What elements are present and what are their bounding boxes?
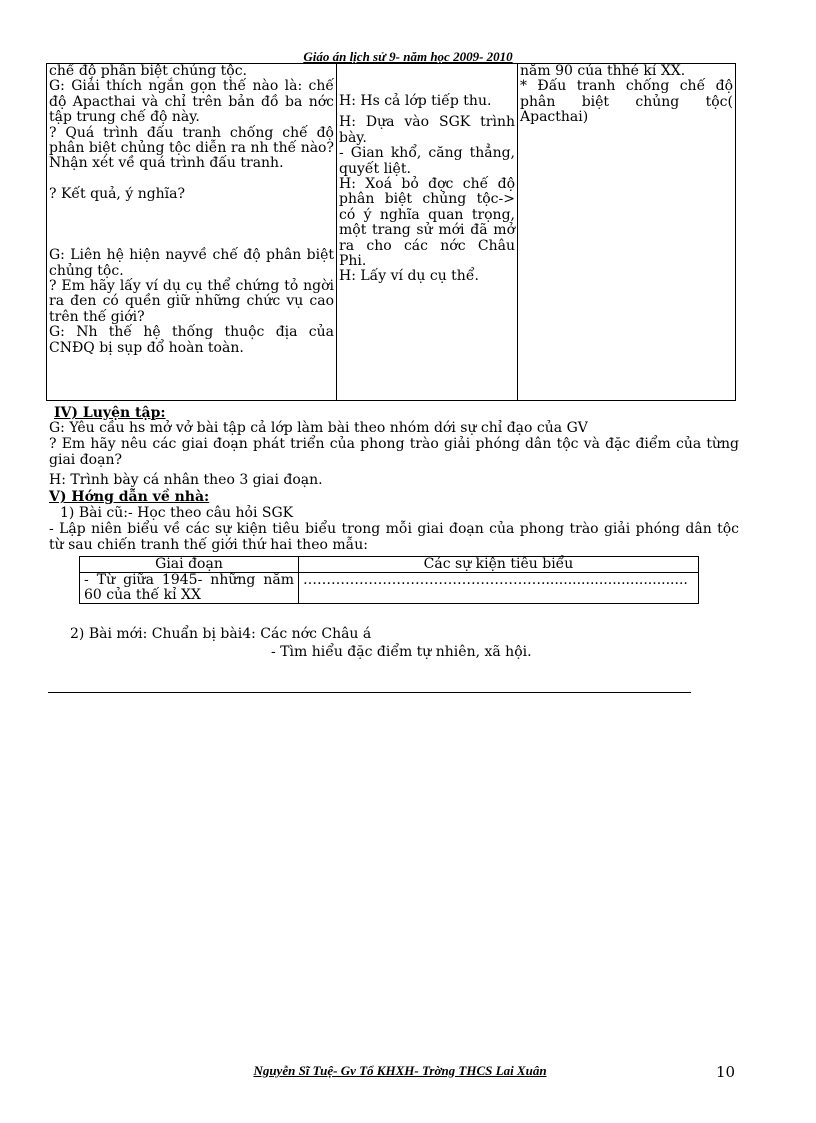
spacer [49,172,334,187]
lesson-table [46,63,736,401]
spacer [339,64,515,94]
table-header-row [80,557,699,573]
col2-line: H: Dựa vào SGK trình bày. [339,114,515,146]
header-period: Giai đoạn [80,557,299,573]
col1-line: ? Em hãy lấy ví dụ cụ thể chứng tỏ ngời ra đen có quền giữ những chức vụ cao trên thế giới? [49,278,334,325]
homework-title: V) Hớng dẫn về nhà: [49,489,210,505]
col1-line: ? Quá trình đấu tranh chống chế độ phân biệt chủng tộc diễn ra nh thế nào?Nhận xét về quá trình đấu tranh. [49,124,334,172]
table-row [80,573,699,604]
practice-line: H: Trình bày cá nhân theo 3 giai đoạn. [49,472,323,488]
homework-old-lesson: 1) Bài cũ:- Học theo câu hỏi SGK [60,505,294,521]
page-number: 10 [716,1063,736,1081]
cell-period: - Từ giữa 1945- những năm 60 của thế kỉ XX [80,573,299,604]
teacher-activity-column [47,64,337,401]
col2-line: - Gian khổ, căng thẳng, quyết liệt. [339,145,515,177]
header-events: Các sự kiện tiêu biểu [299,557,699,573]
page-header: Giáo án lịch sử 9- năm học 2009- 2010 [303,49,513,64]
table-row [47,64,736,401]
practice-line: ? Em hãy nêu các giai đoạn phát triển của phong trào giải phóng dân tộc và đặc điểm của từng giai đoạn? [49,436,739,468]
practice-title: IV) Luyện tập: [54,405,166,421]
col1-line: ? Kết quả, ý nghĩa? [49,185,186,202]
cell-events: ……………………………………………................................. [299,573,699,604]
homework-new-lesson-task: - Tìm hiểu đặc điểm tự nhiên, xã hội. [271,644,532,660]
col3-line: năm 90 của thhé kỉ XX. [520,63,686,79]
col1-line: G: Liên hệ hiện nayvề chế độ phân biệt chủng tộc. [49,247,334,279]
spacer [49,202,334,248]
content-column [518,64,736,401]
homework-new-lesson: 2) Bài mới: Chuẩn bị bài4: Các nớc Châu á [70,626,372,642]
timeline-template-table [79,556,699,604]
col2-line: H: Hs cả lớp tiếp thu. [339,93,492,109]
page-footer: Nguyễn Sĩ Tuệ- Gv Tổ KHXH- Trờng THCS Lai Xuân [253,1063,547,1078]
divider [48,692,691,693]
student-activity-column [337,64,518,401]
practice-line: G: Yêu cầu hs mở vở bài tập cả lớp làm bài theo nhóm dới sự chỉ đạo của GV [49,420,588,436]
col2-line: H: Xoá bỏ đợc chế độ phân biệt chủng tộc-> có ý nghĩa quan trọng, một trang sử mới đã mở ra cho các nớc Châu Phi. [339,176,515,270]
col3-line: * Đấu tranh chống chế độ phân biệt chủng tộc( Apacthai) [520,78,733,126]
col1-line: G: Giải thích ngắn gọn thế nào là: chế độ Apacthai và chỉ trên bản đồ ba nớc tập trung chế độ này. [49,78,334,126]
col1-line: chế độ phân biệt chủng tộc. [49,63,248,79]
col1-line: G: Nh thế hệ thống thuộc địa của CNĐQ bị sụp đổ hoàn toàn. [49,324,334,356]
col2-line: H: Lấy ví dụ cụ thể. [339,268,479,285]
homework-instruction: - Lập niên biểu về các sự kiện tiêu biểu trong mỗi giai đoạn của phong trào giải phóng dân tộc từ sau chiến tranh thế giới thứ hai theo mẫu: [49,521,739,553]
